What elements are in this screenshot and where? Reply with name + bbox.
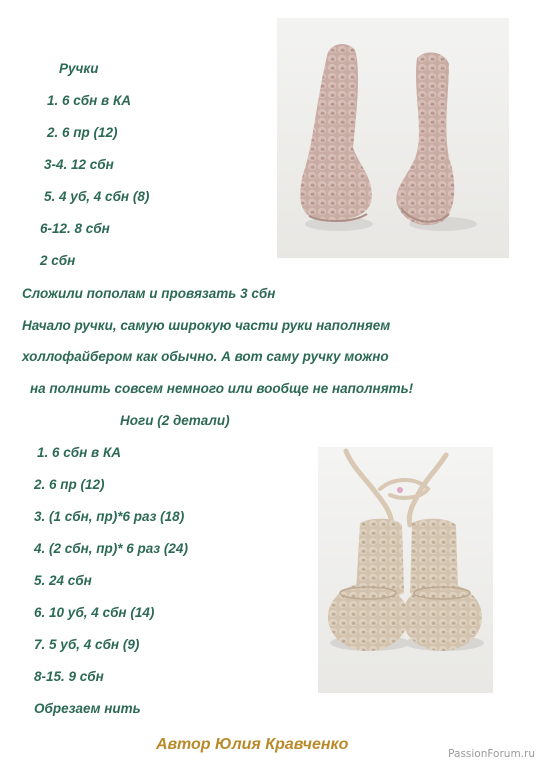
legs-row-5: 5. 24 сбн [34, 573, 92, 588]
legs-photo [318, 447, 493, 693]
legs-row-2: 2. 6 пр (12) [34, 477, 105, 492]
arms-title: Ручки [59, 61, 99, 76]
legs-row-1: 1. 6 сбн в КА [37, 445, 121, 460]
legs-row-7: 7. 5 уб, 4 сбн (9) [34, 637, 140, 652]
arms-row-6: 2 сбн [40, 253, 76, 268]
arms-note-4: на полнить совсем немного или вообще не наполнять! [30, 381, 414, 396]
arms-photo [277, 18, 509, 258]
legs-title: Ноги (2 детали) [120, 413, 230, 428]
arms-note-2: Начало ручки, самую широкую части руки наполняем [22, 318, 391, 333]
legs-row-6: 6. 10 уб, 4 сбн (14) [34, 605, 155, 620]
arms-note-1: Сложили пополам и провязать 3 сбн [22, 286, 276, 301]
legs-row-9: Обрезаем нить [34, 701, 141, 716]
legs-row-8: 8-15. 9 сбн [34, 669, 104, 684]
arms-row-3: 3-4. 12 сбн [44, 157, 114, 172]
legs-row-4: 4. (2 сбн, пр)* 6 раз (24) [34, 541, 188, 556]
arms-row-2: 2. 6 пр (12) [47, 125, 118, 140]
watermark: PassionForum.ru [448, 748, 535, 760]
arms-note-3: холлофайбером как обычно. А вот саму ручку можно [22, 349, 389, 364]
arms-row-1: 1. 6 сбн в КА [47, 93, 131, 108]
arms-row-4: 5. 4 уб, 4 сбн (8) [44, 189, 150, 204]
legs-row-3: 3. (1 сбн, пр)*6 раз (18) [34, 509, 185, 524]
author-credit: Автор Юлия Кравченко [156, 736, 349, 753]
arms-row-5: 6-12. 8 сбн [40, 221, 110, 236]
